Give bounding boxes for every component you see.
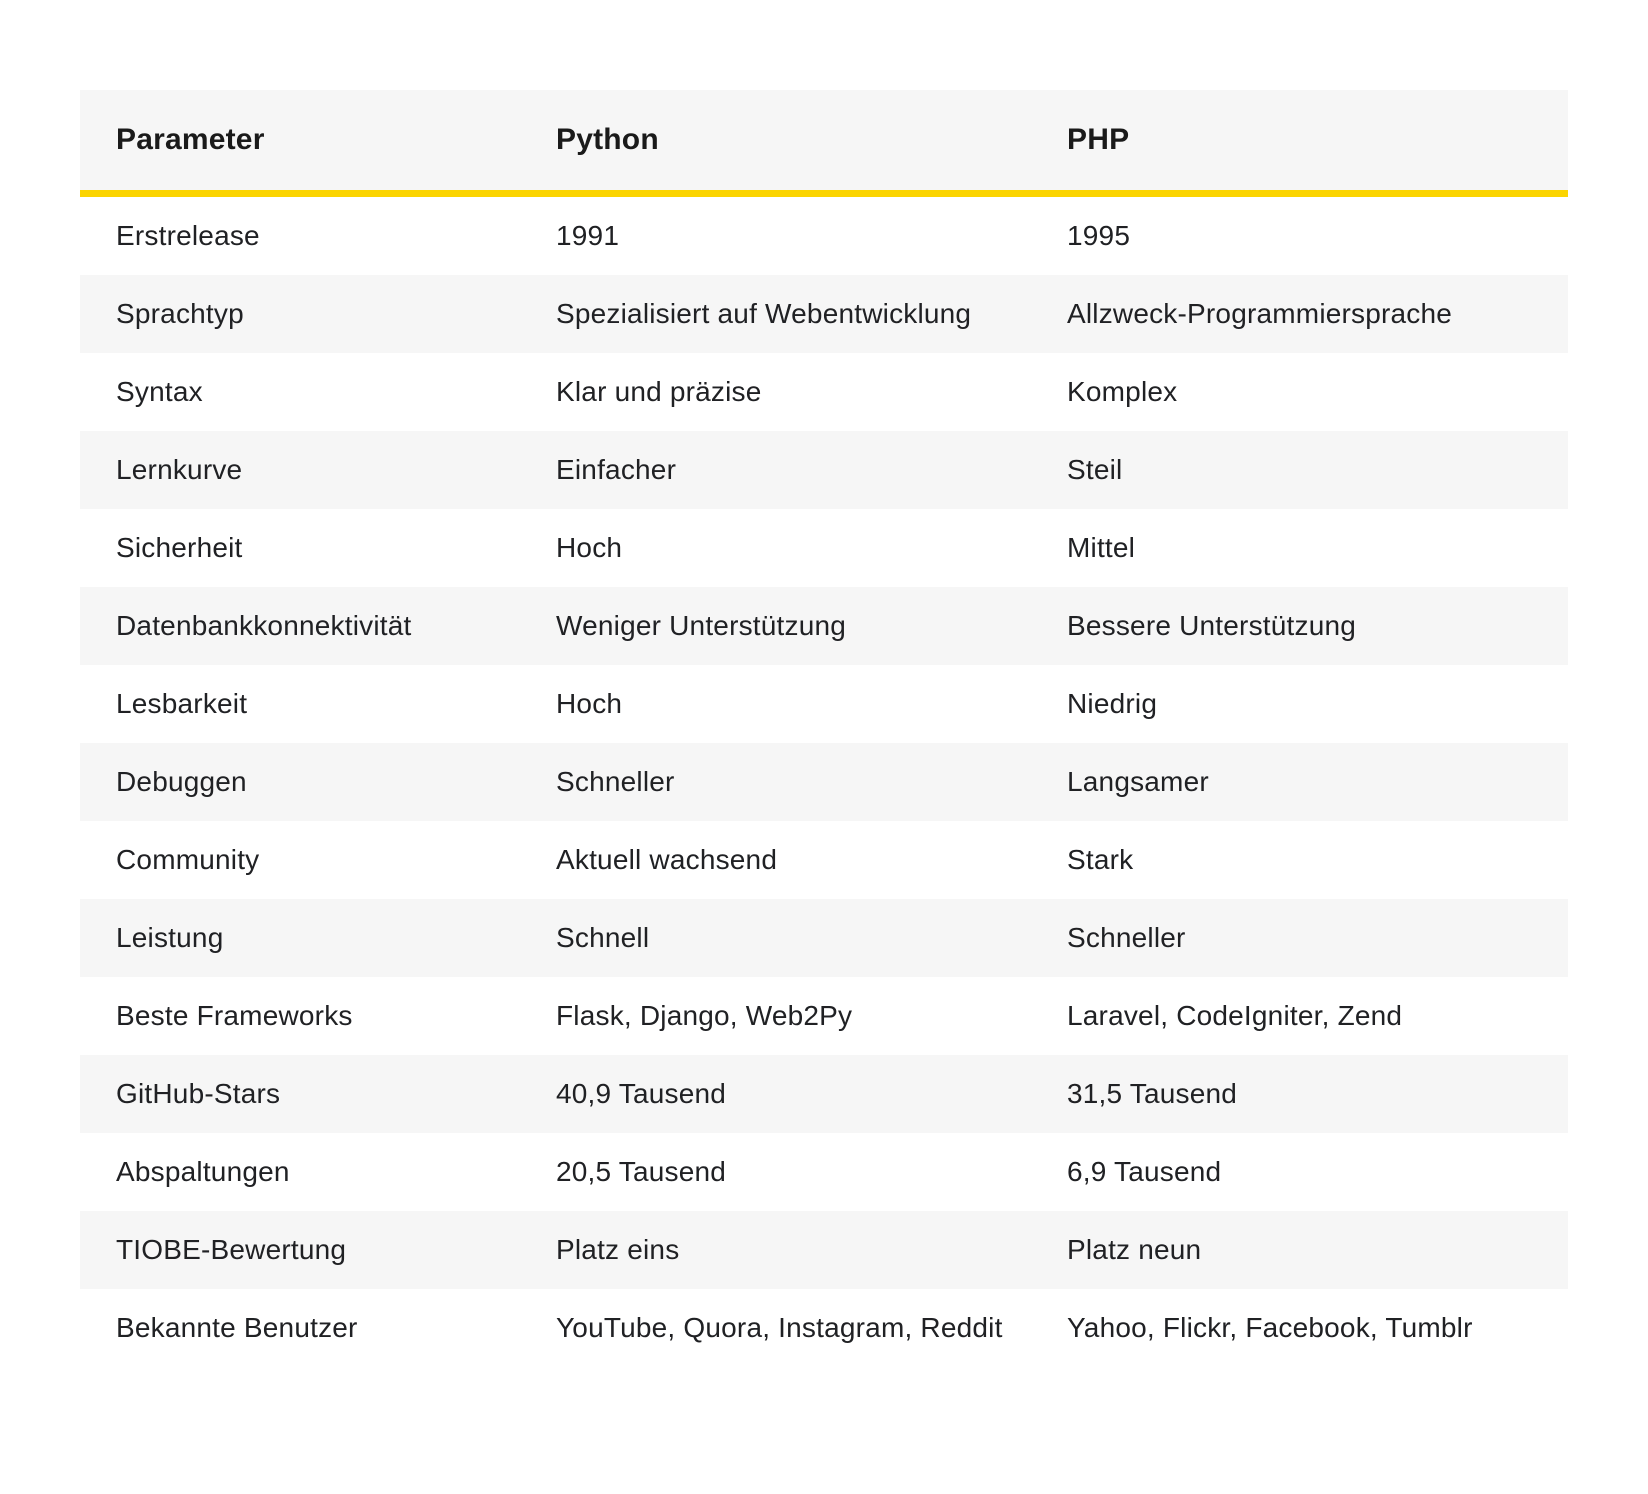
php-value: Stark [1067, 844, 1134, 876]
row-parameter: Bekannte Benutzer [116, 1312, 358, 1344]
php-value: Komplex [1067, 376, 1178, 408]
row-parameter: Abspaltungen [116, 1156, 290, 1188]
table-row [80, 587, 1568, 665]
row-parameter: Leistung [116, 922, 224, 954]
row-parameter: Debuggen [116, 766, 247, 798]
row-parameter: Sprachtyp [116, 298, 244, 330]
python-value: 20,5 Tausend [556, 1156, 727, 1188]
row-parameter: Sicherheit [116, 532, 243, 564]
row-parameter: GitHub-Stars [116, 1078, 281, 1110]
python-value: YouTube, Quora, Instagram, Reddit [556, 1312, 1003, 1344]
python-value: Platz eins [556, 1234, 680, 1266]
table-row [80, 275, 1568, 353]
row-parameter: Syntax [116, 376, 203, 408]
python-value: Weniger Unterstützung [556, 610, 847, 642]
table-row [80, 509, 1568, 587]
php-value: Niedrig [1067, 688, 1158, 720]
table-row [80, 431, 1568, 509]
table-header-row [80, 90, 1568, 197]
php-value: Allzweck-Programmiersprache [1067, 298, 1453, 330]
python-value: Hoch [556, 532, 623, 564]
php-value: 1995 [1067, 220, 1131, 252]
table-row [80, 821, 1568, 899]
table-row [80, 977, 1568, 1055]
column-header-parameter: Parameter [116, 123, 265, 156]
comparison-table [80, 90, 1568, 1367]
row-parameter: Community [116, 844, 260, 876]
row-parameter: Beste Frameworks [116, 1000, 353, 1032]
python-value: 40,9 Tausend [556, 1078, 727, 1110]
row-parameter: Erstrelease [116, 220, 260, 252]
python-value: Schnell [556, 922, 650, 954]
python-value: Flask, Django, Web2Py [556, 1000, 853, 1032]
table-row [80, 1055, 1568, 1133]
row-parameter: TIOBE-Bewertung [116, 1234, 347, 1266]
php-value: Laravel, CodeIgniter, Zend [1067, 1000, 1403, 1032]
row-parameter: Datenbankkonnektivität [116, 610, 412, 642]
python-value: Einfacher [556, 454, 677, 486]
python-value: Spezialisiert auf Webentwicklung [556, 298, 972, 330]
php-value: Bessere Unterstützung [1067, 610, 1357, 642]
row-parameter: Lesbarkeit [116, 688, 248, 720]
row-parameter: Lernkurve [116, 454, 243, 486]
php-value: 6,9 Tausend [1067, 1156, 1222, 1188]
php-value: 31,5 Tausend [1067, 1078, 1238, 1110]
python-value: Aktuell wachsend [556, 844, 778, 876]
table-row [80, 665, 1568, 743]
column-header-python: Python [556, 123, 659, 156]
php-value: Langsamer [1067, 766, 1209, 798]
table-row [80, 1133, 1568, 1211]
table-row [80, 353, 1568, 431]
php-value: Steil [1067, 454, 1123, 486]
python-value: Hoch [556, 688, 623, 720]
column-header-php: PHP [1067, 123, 1130, 156]
python-value: Schneller [556, 766, 675, 798]
php-value: Platz neun [1067, 1234, 1202, 1266]
table-row [80, 1211, 1568, 1289]
table-row [80, 899, 1568, 977]
table-row [80, 1289, 1568, 1367]
php-value: Yahoo, Flickr, Facebook, Tumblr [1067, 1312, 1473, 1344]
php-value: Schneller [1067, 922, 1186, 954]
python-value: 1991 [556, 220, 620, 252]
python-value: Klar und präzise [556, 376, 762, 408]
table-body [80, 197, 1568, 1367]
table-row [80, 197, 1568, 275]
php-value: Mittel [1067, 532, 1136, 564]
table-row [80, 743, 1568, 821]
